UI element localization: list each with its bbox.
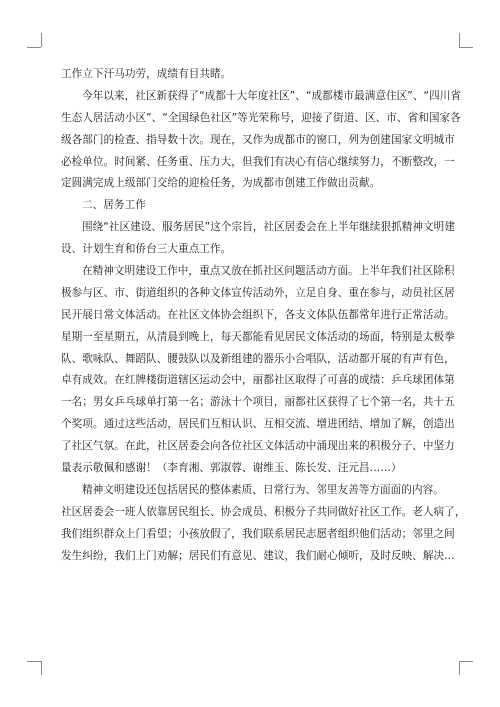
text-line: 极参与区、市、街道组织的各种文体宣传活动外，立足自身、重在参与，动员社区居 [61, 286, 455, 299]
text-line: 二、居务工作 [82, 199, 146, 212]
text-line: 社区居委会一班人依靠居民组长、协会成员、积极分子共同做好社区工作。老人病了， [61, 505, 466, 518]
crop-mark-bottom-left-h [27, 661, 41, 662]
crop-mark-top-right-h [459, 47, 473, 48]
crop-mark-bottom-right-v [459, 661, 460, 675]
text-line: 设、计划生育和侨台三大重点工作。 [61, 243, 232, 256]
text-line: 我们组织群众上门看望；小孩放假了，我们联系居民志愿者组织他们活动；邻里之间 [61, 527, 455, 540]
crop-mark-top-right-v [459, 33, 460, 47]
crop-mark-bottom-left-v [41, 661, 42, 675]
text-line: 在精神文明建设工作中，重点又放在抓社区问题活动方面。上半年我们社区除积 [82, 265, 455, 278]
crop-mark-bottom-right-h [459, 661, 473, 662]
text-line: 精神文明建设还包括居民的整体素质、日常行为、邻里友善等方面面的内容。 [82, 483, 444, 496]
text-line: 生态人居活动小区”、“全国绿色社区”等光荣称号，迎接了街道、区、市、省和国家各 [61, 111, 461, 124]
text-line: 级各部门的检查、指导数十次。现在，又作为成都市的窗口，列为创建国家文明城市 [61, 133, 455, 146]
text-line: 今年以来，社区新获得了“成都十大年度社区”、“成都楼市最满意住区”、“四川省 [82, 89, 461, 102]
text-line: 了社区气氛。在此，社区居委会向各位社区文体活动中涌现出来的积极分子、中坚力 [61, 440, 455, 453]
text-line: 卓有成效。在红牌楼街道辖区运动会中，丽都社区取得了可喜的成绩：乒乓球团体第 [61, 374, 455, 387]
text-line: 个奖项。通过这些活动，居民们互相认识、互相交流、增进团结、增加了解，创造出 [61, 418, 455, 431]
text-line: 星期一至星期五，从清晨到晚上，每天都能看见居民文体活动的场面，特别是太极拳 [61, 330, 455, 343]
text-line: 工作立下汗马功劳，成绩有目共睹。 [61, 68, 232, 80]
crop-mark-top-left-v [41, 33, 42, 47]
text-line: 量表示敬佩和感谢！（李育湘、郭淑蓉、谢维玉、陈长发、汪元昌……） [61, 462, 402, 475]
crop-mark-top-left-h [27, 47, 41, 48]
text-line: 发生纠纷，我们上门劝解；居民们有意见、建议，我们耐心倾听，及时反映、解决… [61, 549, 455, 562]
text-line: 民开展日常文体活动。在社区文体协会组织下，各支文体队伍都常年进行正常活动。 [61, 308, 455, 321]
text-line: 围绕“社区建设、服务居民”这个宗旨，社区居委会在上半年继续狠抓精神文明建 [82, 221, 455, 234]
text-line: 必检单位。时间紧、任务重、压力大，但我们有决心有信心继续努力，不断整改，一 [61, 155, 455, 168]
text-line: 定圆满完成上级部门交给的迎检任务，为成都市创建工作做出贡献。 [61, 177, 381, 190]
text-line: 一名；男女乒乓球单打第一名；游泳十个项目，丽都社区获得了七个第一名，共十五 [61, 396, 455, 409]
document-body [61, 64, 466, 567]
text-line: 队、歌咏队、舞蹈队、腰鼓队以及新组建的器乐小合唱队，活动都开展的有声有色， [61, 352, 455, 365]
